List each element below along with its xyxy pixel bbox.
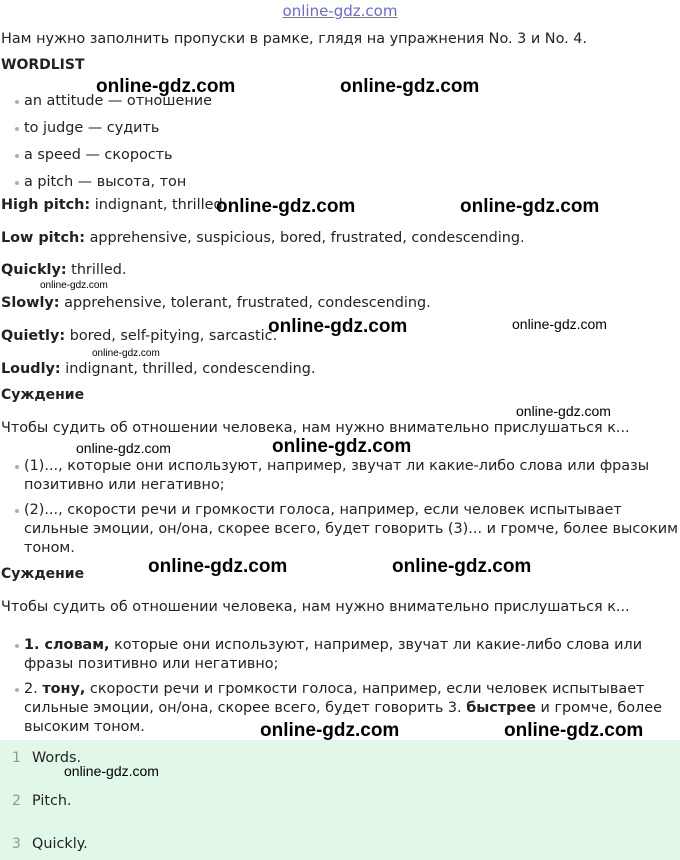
category-quietly — [1, 327, 277, 346]
answer-number: 1 — [12, 750, 21, 766]
category-label: Slowly: — [1, 295, 60, 311]
answer-text: Pitch. — [32, 793, 72, 809]
category-label: High pitch: — [1, 197, 91, 213]
item-text: и громче, более высоким тоном. — [24, 700, 662, 735]
watermark: online-gdz.com — [392, 556, 532, 577]
answer-number: 3 — [12, 836, 21, 852]
watermark: online-gdz.com — [260, 720, 400, 741]
category-slowly — [1, 294, 431, 313]
answer-word: 1. словам, — [24, 637, 110, 653]
category-text: bored, self-pitying, sarcastic. — [69, 328, 278, 344]
watermark: online-gdz.com — [148, 556, 288, 577]
answer-word: быстрее — [466, 700, 536, 716]
site-link[interactable]: online-gdz.com — [282, 2, 398, 20]
answer-number: 2 — [12, 793, 21, 809]
watermark: online-gdz.com — [460, 196, 600, 217]
watermark: online-gdz.com — [76, 440, 171, 456]
item-text: 2. — [24, 681, 43, 697]
watermark: online-gdz.com — [64, 763, 159, 779]
wordlist — [0, 92, 212, 200]
category-text: apprehensive, tolerant, frustrated, condescending. — [64, 295, 431, 311]
section1-item: (2)..., скорости речи и громкости голоса, например, если человек испытывает сильные эмоции, он/она, скорее всего, будет говорить (3)... и громче, более высоким тоном. — [0, 501, 680, 558]
watermark: online-gdz.com — [92, 348, 160, 359]
category-text: apprehensive, suspicious, bored, frustrated, condescending. — [89, 230, 525, 246]
answer-text: Quickly. — [32, 836, 88, 852]
category-quickly — [1, 261, 126, 280]
wordlist-heading: WORDLIST — [1, 57, 85, 73]
wordlist-item: an attitude — отношение — [0, 92, 212, 119]
wordlist-item: to judge — судить — [0, 119, 212, 146]
category-loudly — [1, 360, 315, 379]
watermark: online-gdz.com — [272, 436, 412, 457]
watermark: online-gdz.com — [516, 403, 611, 419]
section1-lead: Чтобы судить об отношении человека, нам нужно внимательно прислушаться к... — [1, 420, 630, 436]
answer-word: тону, — [42, 681, 86, 697]
intro-text: Нам нужно заполнить пропуски в рамке, глядя на упражнения No. 3 и No. 4. — [1, 31, 588, 47]
watermark: online-gdz.com — [340, 76, 480, 97]
section2-lead: Чтобы судить об отношении человека, нам нужно внимательно прислушаться к... — [1, 599, 630, 615]
answers-panel — [0, 740, 680, 860]
watermark: online-gdz.com — [512, 316, 607, 332]
section1-list — [0, 457, 680, 564]
watermark: online-gdz.com — [216, 196, 356, 217]
category-text: indignant, thrilled. — [94, 197, 228, 213]
wordlist-item: a speed — скорость — [0, 146, 212, 173]
answer-text: Words. — [32, 750, 82, 766]
category-low-pitch — [1, 229, 525, 248]
watermark: online-gdz.com — [268, 316, 408, 337]
watermark: online-gdz.com — [96, 76, 236, 97]
section1-heading: Суждение — [1, 387, 85, 403]
category-text: thrilled. — [71, 262, 127, 278]
wordlist-item: a pitch — высота, тон — [0, 173, 212, 200]
section1-item: (1)..., которые они используют, например, звучат ли какие-либо слова или фразы позитивно или негативно; — [0, 457, 680, 495]
section2-item — [0, 636, 680, 674]
category-high-pitch — [1, 196, 227, 215]
item-text: скорости речи и громкости голоса, например, если человек испытывает сильные эмоции, он/она, скорее всего, будет говорить 3. — [24, 681, 645, 716]
category-label: Quietly: — [1, 328, 66, 344]
item-text: которые они используют, например, звучат ли какие-либо слова или фразы позитивно или негативно; — [24, 637, 643, 672]
watermark: online-gdz.com — [40, 280, 108, 291]
category-label: Quickly: — [1, 262, 67, 278]
section2-heading: Суждение — [1, 566, 85, 582]
category-text: indignant, thrilled, condescending. — [65, 361, 316, 377]
watermark: online-gdz.com — [504, 720, 644, 741]
category-label: Loudly: — [1, 361, 61, 377]
category-label: Low pitch: — [1, 230, 86, 246]
